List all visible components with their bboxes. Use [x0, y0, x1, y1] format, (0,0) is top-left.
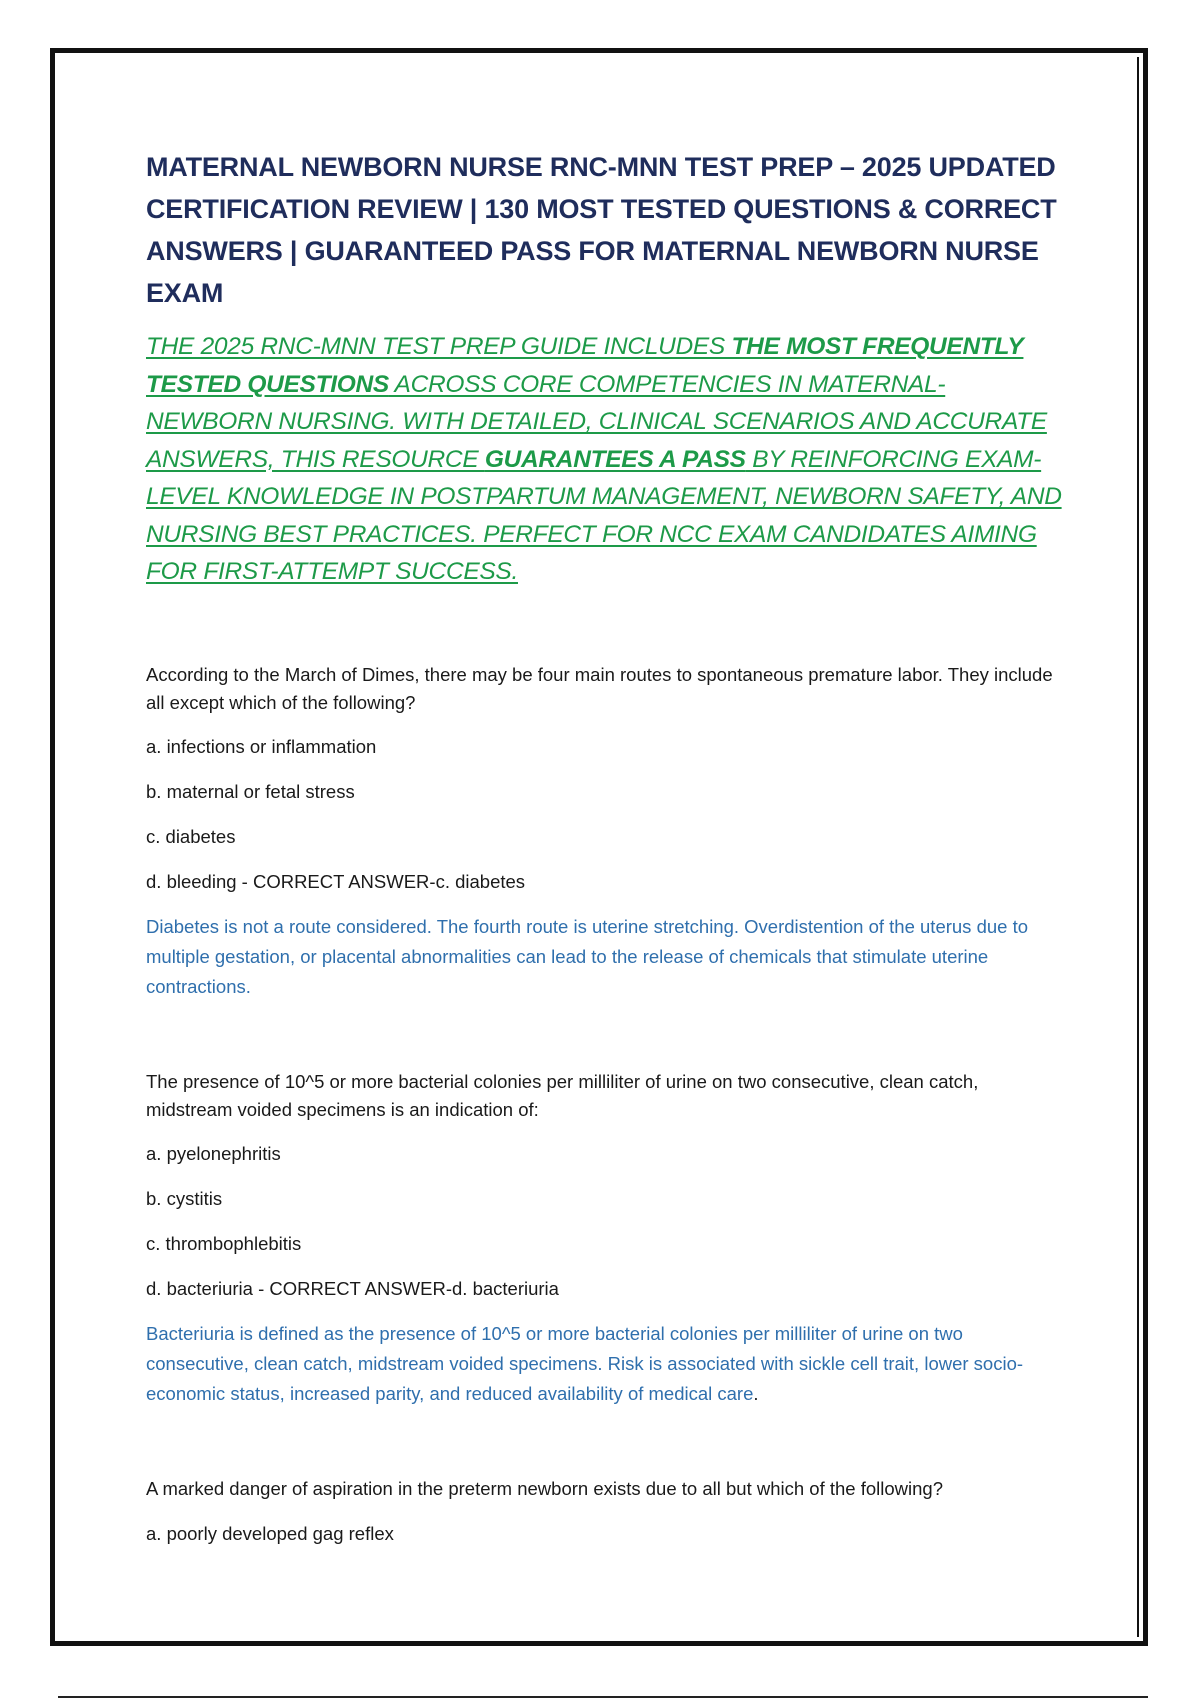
option-b: b. maternal or fetal stress — [146, 780, 355, 802]
explanation-period: . — [753, 1382, 759, 1404]
question-text: According to the March of Dimes, there may be four main routes to spontaneous premature labor. They include all except which of the following? — [146, 663, 1053, 713]
question-block-3 — [146, 1475, 1066, 1548]
intro-part-2: ACROSS CORE COMPETENCIES IN MATERNAL-NEWBORN NURSING. WITH DETAILED, CLINICAL SCENARIOS AND ACCURATE ANSWERS, THIS RESOURCE — [146, 370, 1047, 473]
question-block-2 — [146, 1068, 1066, 1409]
option-c: c. diabetes — [146, 825, 236, 847]
option-a: a. pyelonephritis — [146, 1142, 281, 1164]
footer-rule — [58, 1696, 1148, 1698]
document-body — [146, 146, 1066, 1548]
question-block-1 — [146, 661, 1066, 1002]
answer-explanation — [146, 1319, 1066, 1409]
intro-bold-1: THE MOST FREQUENTLY TESTED QUESTIONS — [146, 333, 1024, 398]
intro-bold-2: GUARANTEES A PASS — [484, 445, 746, 473]
option-c: c. thrombophlebitis — [146, 1232, 302, 1254]
answer-explanation: Diabetes is not a route considered. The fourth route is uterine stretching. Overdistention of the uterus due to multiple gestation, or placental abnormalities can lead to the release of chemicals that stimulate uterine contractions. — [146, 915, 1029, 997]
page-border-inner-rule — [1137, 57, 1139, 1637]
question-text: A marked danger of aspiration in the preterm newborn exists due to all but which of the following? — [146, 1477, 943, 1499]
option-b: b. cystitis — [146, 1187, 223, 1209]
document-title: MATERNAL NEWBORN NURSE RNC-MNN TEST PREP – 2025 UPDATED CERTIFICATION REVIEW | 130 MOST TESTED QUESTIONS & CORRECT ANSWERS | GUARANTEED PASS FOR MATERNAL NEWBORN NURSE EXAM — [146, 152, 1057, 308]
option-a: a. poorly developed gag reflex — [146, 1522, 394, 1544]
option-d-answer: d. bleeding - CORRECT ANSWER-c. diabetes — [146, 870, 526, 892]
intro-part-1: THE 2025 RNC-MNN TEST PREP GUIDE INCLUDES — [146, 333, 732, 360]
intro-part-3: BY REINFORCING EXAM-LEVEL KNOWLEDGE IN POSTPARTUM MANAGEMENT, NEWBORN SAFETY, AND NURSING BEST PRACTICES. PERFECT FOR NCC EXAM CANDIDATES AIMING FOR FIRST-ATTEMPT SUCCESS. — [146, 445, 1062, 585]
option-a: a. infections or inflammation — [146, 735, 377, 757]
question-text: The presence of 10^5 or more bacterial colonies per milliliter of urine on two consecutive, clean catch, midstream voided specimens is an indication of: — [146, 1070, 979, 1120]
explanation-text: Bacteriuria is defined as the presence of 10^5 or more bacterial colonies per milliliter of urine on two consecutive, clean catch, midstream voided specimens. Risk is associated with sickle cell trait, lower socio-economic status, increased parity, and reduced availability of medical care — [146, 1322, 1024, 1404]
intro-paragraph — [146, 328, 1066, 591]
option-d-answer: d. bacteriuria - CORRECT ANSWER-d. bacteriuria — [146, 1277, 559, 1299]
